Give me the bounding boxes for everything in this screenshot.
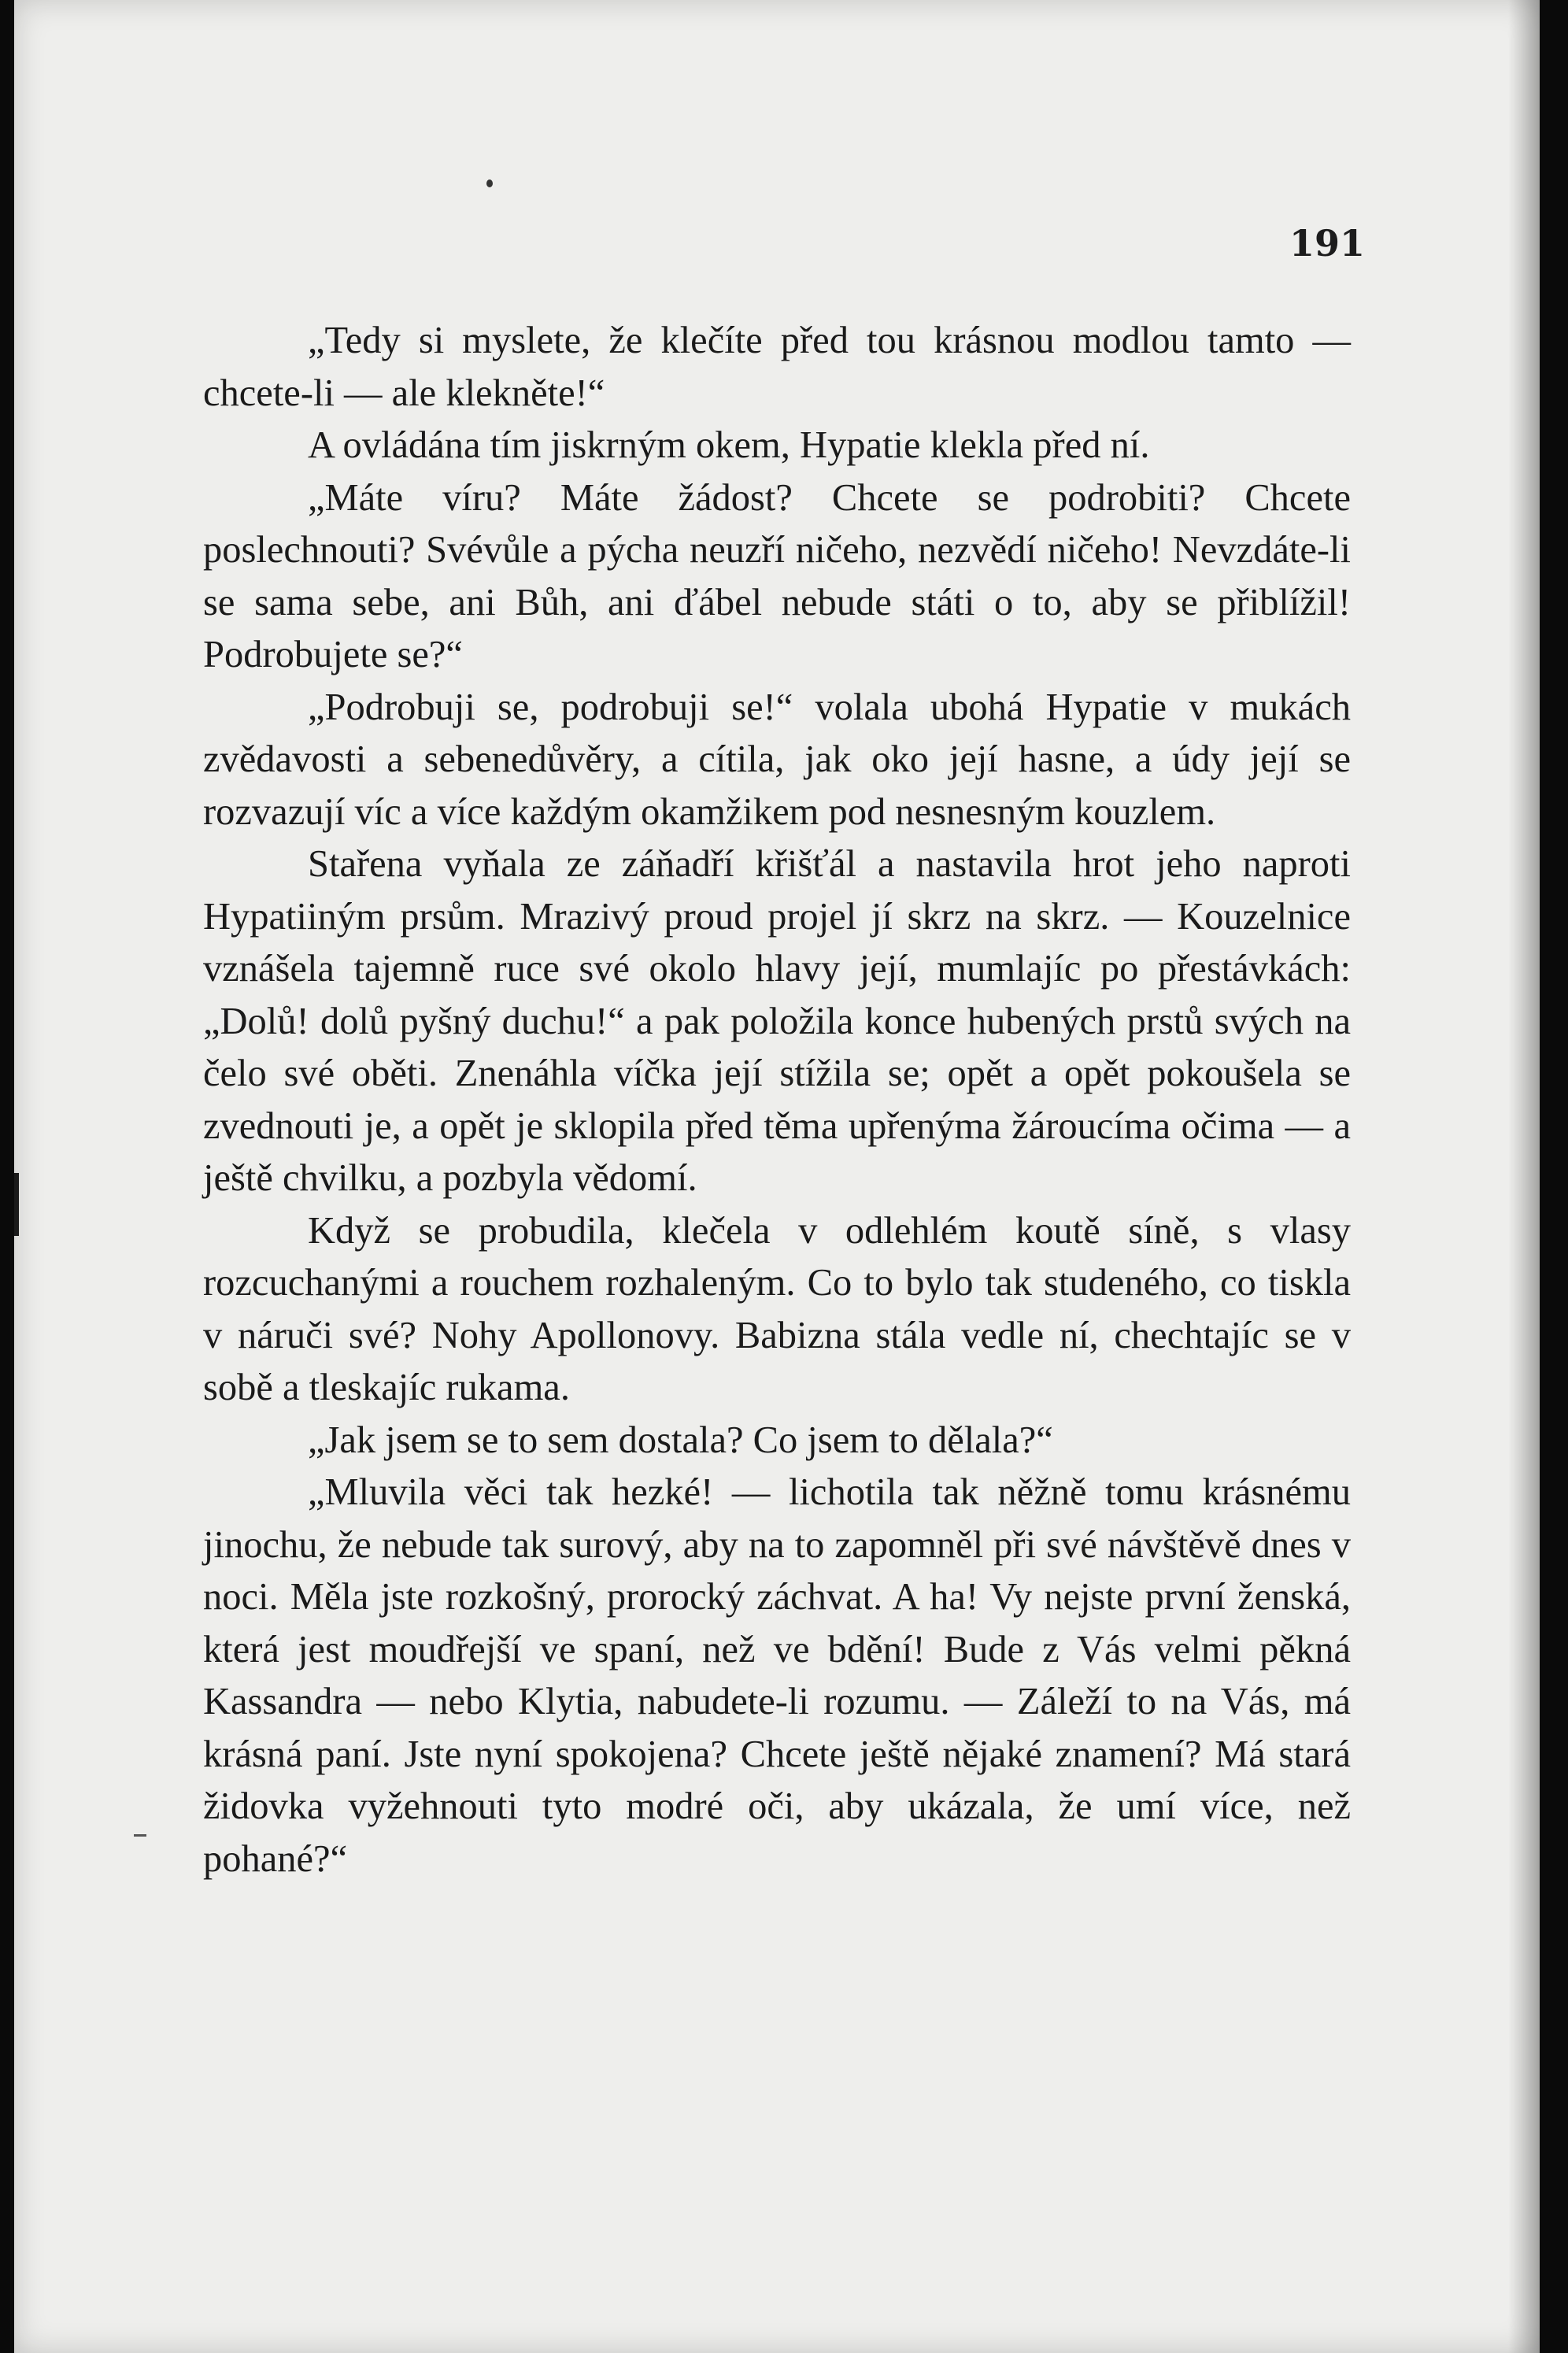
paragraph: „Podrobuji se, podrobuji se!“ volala ubohá Hypatie v mukách zvědavosti a sebenedůvěry, a cítila, jak oko její hasne, a údy její se rozvazují víc a více každým okamžikem pod nesnesným kouzlem.	[203, 686, 1351, 833]
margin-dash	[134, 1834, 146, 1837]
ink-spot	[486, 179, 493, 187]
paragraph: Stařena vyňala ze záňadří křišťál a nastavila hrot jeho naproti Hypatiiným prsům. Mrazivý proud projel jí skrz na skrz. — Kouzelnice vznášela tajemně ruce své okolo hlavy její, mumlajíc po přestávkách: „Dolů! dolů pyšný duchu!“ a pak položila konce hubených prstů svých na čelo své oběti. Znenáhla víčka její stížila se; opět a opět pokoušela se zvednouti je, a opět je sklopila před těma upřenýma žároucíma očima — a ještě chvilku, a pozbyla vědomí.	[203, 843, 1351, 1199]
paragraph: „Jak jsem se to sem dostala? Co jsem to dělala?“	[308, 1419, 1053, 1461]
paragraph: „Mluvila věci tak hezké! — lichotila tak něžně tomu krásnému jinochu, že nebude tak surový, aby na to zapomněl při své návštěvě dnes v noci. Měla jste rozkošný, prorocký záchvat. A ha! Vy nejste první ženská, která jest moudřejší ve spaní, než ve bdění! Bude z Vás velmi pěkná Kassandra — nebo Klytia, nabudete-li rozumu. — Záleží to na Vás, má krásná paní. Jste nyní spokojena? Chcete ještě nějaké znamení? Má stará židovka vyžehnouti tyto modré oči, aby ukázala, že umí více, než pohané?“	[203, 1471, 1351, 1880]
body-text	[203, 315, 1351, 1885]
margin-mark	[14, 1173, 19, 1236]
paragraph: Když se probudila, klečela v odlehlém koutě síně, s vlasy rozcuchanými a rouchem rozhaleným. Co to bylo tak studeného, co tiskla v náruči své? Nohy Apollonovy. Babizna stála vedle ní, chechtajíc se v sobě a tleskajíc rukama.	[203, 1209, 1351, 1408]
paragraph: „Máte víru? Máte žádost? Chcete se podrobiti? Chcete poslechnouti? Svévůle a pýcha neuzří ničeho, nezvědí ničeho! Nevzdáte-li se sama sebe, ani Bůh, ani ďábel nebude státi o to, aby se přiblížil! Podrobujete se?“	[203, 476, 1351, 675]
page-edge-shadow	[1508, 0, 1540, 2353]
paragraph: „Tedy si myslete, že klečíte před tou krásnou modlou tamto — chcete-li — ale klekněte!“	[203, 320, 1351, 414]
book-page	[14, 0, 1540, 2353]
page-number: 191	[1289, 222, 1366, 265]
paragraph: A ovládána tím jiskrným okem, Hypatie klekla před ní.	[308, 424, 1150, 466]
